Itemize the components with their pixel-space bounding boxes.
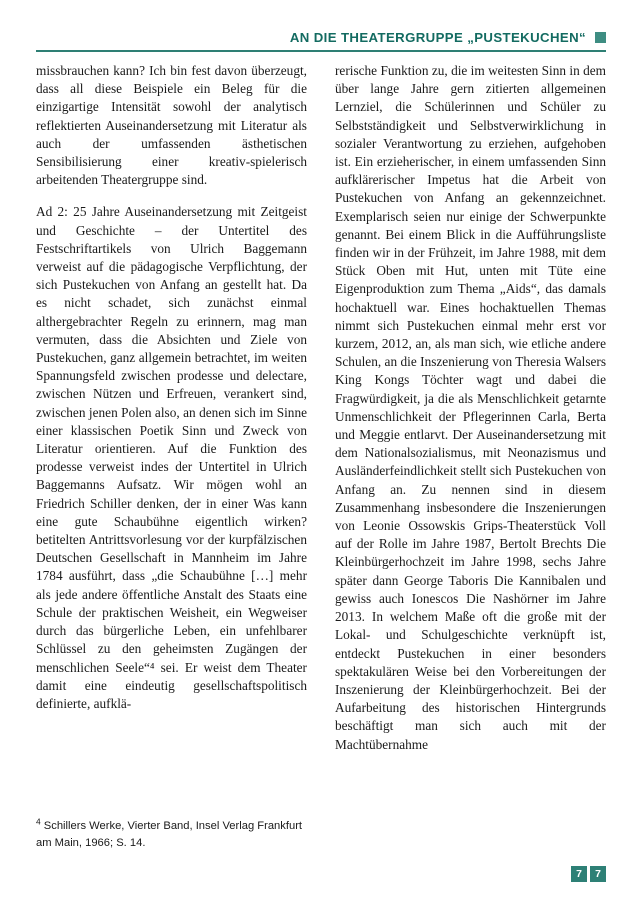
left-column <box>36 62 307 822</box>
body-columns <box>36 62 606 822</box>
page-number-digit: 7 <box>590 866 606 882</box>
running-head <box>36 24 606 50</box>
header-rule <box>36 50 606 52</box>
square-marker-icon <box>595 32 606 43</box>
paragraph: rerische Funktion zu, die im weitesten Sinn in dem über lange Jahre gern zitierten allgemeinen Lernziel, die Schülerinnen und Schüler zu Selbstständigkeit und Selbstverwirklichung in sozialer Verantwortung zu erziehen, aufgehoben ist. Ein erzieherischer, in einem umfassenden Sinn aufklärerischer Impetus hat die Arbeit von Pustekuchen von Anfang an gekennzeichnet. Exemplarisch seien nur einige der Schwerpunkte genannt. Bei einem Blick in die Aufführungsliste finden wir in der Frühzeit, im Jahre 1988, mit dem Stück Oben mit Hut, unten mit Tüte eine Eigenproduktion zum Thema „Aids“, das damals hochaktuell war. Eines hochaktuellen Themas nimmt sich Pustekuchen einmal mehr erst vor kurzem, 2012, an, als man sich, wie etliche andere Schulen, an die Inszenierung von Theresia Walsers King Kongs Töchter wagt und dabei die Fragwürdigkeit, ja die als Menschlichkeit getarnte Unmenschlichkeit der Pflegerinnen Carla, Berta und Meggie entlarvt. Der Auseinandersetzung mit dem Nationalsozialismus, mit Neonazismus und Ausländerfeindlichkeit stellt sich Pustekuchen von Anfang an. Zu nennen sind in diesem Zusammenhang insbesondere die Inszenierungen von Leonie Ossowskis Grips-Theaterstück Voll auf der Rolle im Jahre 1987, Bertolt Brechts Die Kleinbürgerhochzeit im Jahre 1998, sechs Jahre später dann George Taboris Die Kannibalen und gewiss auch Ionescos Die Nashörner im Jahre 2013. In welchem Maße oft die große mit der Lokal- und Schulgeschichte verknüpft ist, entdeckt Pustekuchen in einer besonders spektakulären Weise bei den Vorbereitungen der Inszenierung der Kleinbürgerhochzeit. Bei der Aufarbeitung des historischen Hintergrunds beschäftigt man sich auch mit der Machtübernahme <box>335 63 606 752</box>
page-number <box>571 866 606 882</box>
footnote-area <box>36 818 307 852</box>
paragraph: Ad 2: 25 Jahre Auseinandersetzung mit Zeitgeist und Geschichte – der Untertitel des Festschriftartikels von Ulrich Baggemann verweist auf die pädagogische Verpflichtung, der sich Pustekuchen von Anfang an gestellt hat. Da es nicht schadet, sich zunächst einmal althergebrachter Regeln zu erinnern, mag man vermuten, dass die Absichten und Ziele von Pustekuchen, ganz allgemein betrachtet, im weiten Spannungsfeld zwischen prodesse und delectare, zwischen Nützen und Erfreuen, verankert sind, zwischen jenen Polen also, an denen sich im Sinne einer klassischen Poetik Sinn und Zweck von Literatur orientieren. Auf die Funktion des prodesse verweist indes der Untertitel in Ulrich Baggemanns Aufsatz. Wir mögen wohl an Friedrich Schiller denken, der in einer Was kann eine gute Schaubühne eigentlich wirken? betitelten Antrittsvorlesung vor der kurpfälzischen Deutschen Gesellschaft in Mannheim im Jahre 1784 ausführt, dass „die Schaubühne […] mehr als jede andere öffentliche Anstalt des Staats eine Schule der praktischen Weisheit, ein Wegweiser durch das bürgerliche Leben, ein unfehlbarer Schlüssel zu den geheimsten Zugängen der menschlichen Seele“⁴ sei. Er weist dem Theater damit eine eindeutig gesellschaftspolitisch definierte, aufklä- <box>36 204 307 711</box>
running-head-title: AN DIE THEATERGRUPPE „PUSTEKUCHEN“ <box>289 29 586 45</box>
paragraph: missbrauchen kann? Ich bin fest davon überzeugt, dass all diese Beispiele ein Beleg für die einzigartige Intensität sowohl der analytisch reflektierten Auseinandersetzung mit Literatur als auch der umfassenden ästhetischen Sensibilisierung einer kreativ-spielerisch arbeitenden Theatergruppe sind. <box>36 63 307 188</box>
footnote-text: Schillers Werke, Vierter Band, Insel Verlag Frankfurt am Main, 1966; S. 14. <box>36 820 303 849</box>
right-column <box>335 62 606 822</box>
footnote-marker: 4 <box>36 816 41 827</box>
page-number-digit: 7 <box>571 866 587 882</box>
footnote <box>36 818 307 852</box>
